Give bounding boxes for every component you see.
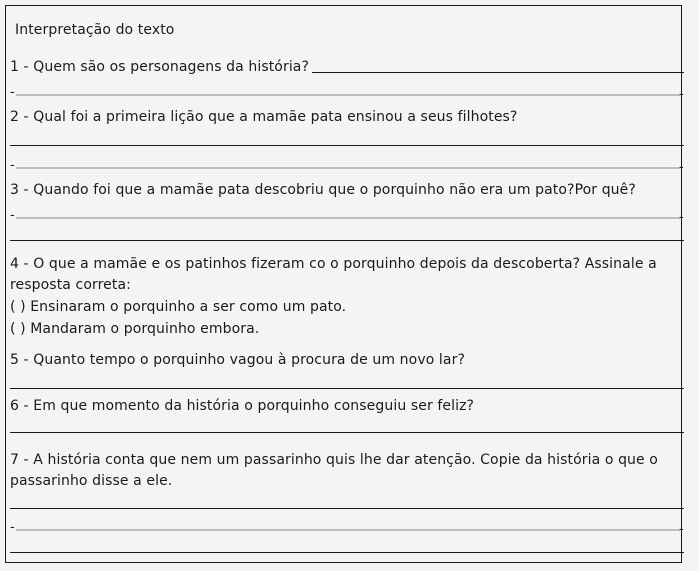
question-6: 6 - Em que momento da história o porquinho conseguiu ser feliz? xyxy=(10,398,475,414)
answer-line-2b[interactable] xyxy=(16,167,680,169)
question-7: 7 - A história conta que nem um passarinho quis lhe dar atenção. Copie da história o que o xyxy=(10,452,658,468)
question-7-continued: passarinho disse a ele. xyxy=(10,473,173,489)
answer-line-7b[interactable] xyxy=(16,529,680,531)
dash-mark: - xyxy=(10,158,15,173)
answer-line-5[interactable] xyxy=(10,388,684,389)
dash-mark: - xyxy=(10,208,15,223)
option-checkbox-2[interactable]: ( ) Mandaram o porquinho embora. xyxy=(10,321,260,337)
answer-line-7c[interactable] xyxy=(10,552,684,553)
dash-mark: - xyxy=(679,522,684,537)
dash-mark: - xyxy=(679,210,684,225)
answer-line-1a[interactable] xyxy=(312,72,684,73)
answer-line-6[interactable] xyxy=(10,432,684,433)
worksheet-title: Interpretação do texto xyxy=(15,22,175,38)
question-3: 3 - Quando foi que a mamãe pata descobriu que o porquinho não era um pato?Por quê? xyxy=(10,182,636,198)
dash-mark: - xyxy=(10,85,15,100)
question-4-continued: resposta correta: xyxy=(10,277,131,293)
question-4: 4 - O que a mamãe e os patinhos fizeram co o porquinho depois da descoberta? Assinale a xyxy=(10,256,657,272)
question-5: 5 - Quanto tempo o porquinho vagou à procura de um novo lar? xyxy=(10,352,465,368)
answer-line-3a[interactable] xyxy=(16,217,680,219)
answer-line-1b[interactable] xyxy=(16,94,680,96)
option-checkbox-1[interactable]: ( ) Ensinaram o porquinho a ser como um pato. xyxy=(10,299,347,315)
dash-mark: - xyxy=(679,87,684,102)
question-1: 1 - Quem são os personagens da história? xyxy=(10,59,310,75)
question-2: 2 - Qual foi a primeira lição que a mamãe pata ensinou a seus filhotes? xyxy=(10,109,518,125)
answer-line-7a[interactable] xyxy=(10,508,684,509)
dash-mark: - xyxy=(679,160,684,175)
dash-mark: - xyxy=(10,520,15,535)
answer-line-2a[interactable] xyxy=(10,145,684,146)
answer-line-3b[interactable] xyxy=(10,240,684,241)
